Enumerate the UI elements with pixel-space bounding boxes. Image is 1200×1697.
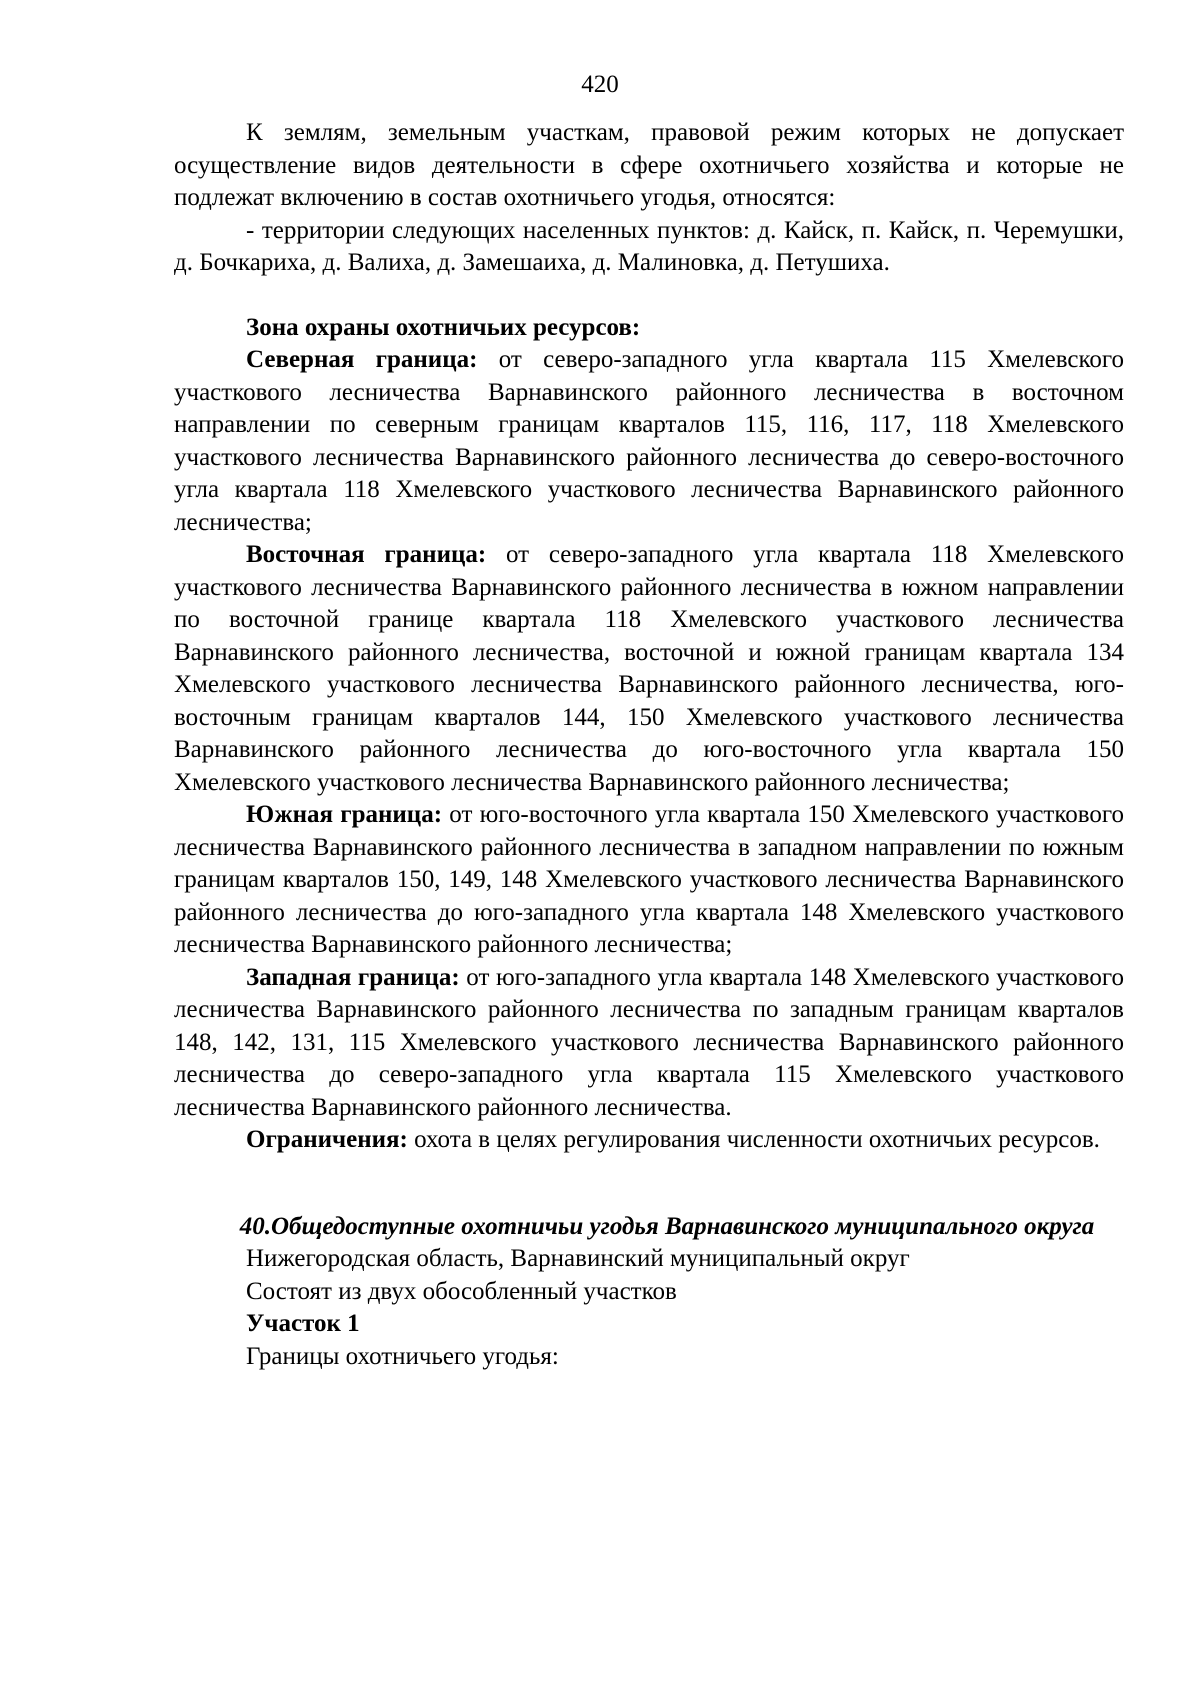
page-number: 420: [581, 71, 619, 98]
north-boundary-paragraph: [174, 344, 1124, 539]
south-boundary-label: Южная граница:: [246, 801, 443, 828]
east-boundary-paragraph: [174, 539, 1124, 799]
west-boundary-label: Западная граница:: [246, 963, 460, 991]
restrictions-label: Ограничения:: [246, 1126, 408, 1153]
protection-zone-heading: Зона охраны охотничьих ресурсов:: [246, 313, 641, 341]
composition-line: Состоят из двух обособленный участков: [246, 1277, 677, 1305]
settlements-paragraph: - территории следующих населенных пунктов: д. Кайск, п. Кайск, п. Черемушки, д. Бочкариха, д. Валиха, д. Замешаиха, д. Малиновка, д. Петушиха.: [174, 216, 1124, 276]
west-boundary-text: от юго-западного угла квартала 148 Хмелевского участкового лесничества Варнавинского районного лесничества по западным границам кварталов 148, 142, 131, 115 Хмелевского участкового лесничества Варнавинского районного лесничества до северо-западного угла квартала 115 Хмелевского участкового лесничества Варнавинского районного лесничества.: [174, 963, 1124, 1121]
south-boundary-text: от юго-восточного угла квартала 150 Хмелевского участкового лесничества Варнавинского районного лесничества в западном направлении по южным границам кварталов 150, 149, 148 Хмелевского участкового лесничества Варнавинского районного лесничества до юго-западного угла квартала 148 Хмелевского участкового лесничества Варнавинского районного лесничества;: [174, 801, 1124, 958]
restrictions-text: охота в целях регулирования численности охотничьих ресурсов.: [407, 1126, 1100, 1153]
boundaries-line: Границы охотничьего угодья:: [246, 1342, 559, 1370]
spacer: [174, 1157, 1124, 1211]
document-body: [174, 117, 1124, 1373]
intro-paragraph: К землям, земельным участкам, правовой режим которых не допускает осуществление видов деятельности в сфере охотничьего хозяйства и которые не подлежат включению в состав охотничьего угодья, относятся:: [174, 119, 1124, 211]
east-boundary-text: от северо-западного угла квартала 118 Хмелевского участкового лесничества Варнавинского районного лесничества в южном направлении по восточной границе квартала 118 Хмелевского участкового лесничества Варнавинского районного лесничества, восточной и южной границам квартала 134 Хмелевского участкового лесничества Варнавинского районного лесничества, юго-восточным границам кварталов 144, 150 Хмелевского участкового лесничества Варнавинского районного лесничества до юго-восточного угла квартала 150 Хмелевского участкового лесничества Варнавинского районного лесничества;: [174, 541, 1124, 796]
west-boundary-paragraph: [174, 962, 1124, 1125]
plot-heading: Участок 1: [246, 1310, 360, 1337]
spacer: [174, 280, 1124, 312]
south-boundary-paragraph: [174, 799, 1124, 962]
restrictions-paragraph: [174, 1124, 1124, 1157]
north-boundary-label: Северная граница:: [246, 346, 478, 373]
north-boundary-text: от северо-западного угла квартала 115 Хмелевского участкового лесничества Варнавинского районного лесничества в восточном направлении по северным границам кварталов 115, 116, 117, 118 Хмелевского участкового лесничества Варнавинского районного лесничества до северо-восточного угла квартала 118 Хмелевского участкового лесничества Варнавинского районного лесничества;: [174, 346, 1124, 536]
region-line: Нижегородская область, Варнавинский муниципальный округ: [246, 1245, 910, 1272]
section-title: 40.Общедоступные охотничьи угодья Варнавинского муниципального округа: [239, 1212, 1095, 1240]
east-boundary-label: Восточная граница:: [246, 541, 487, 568]
